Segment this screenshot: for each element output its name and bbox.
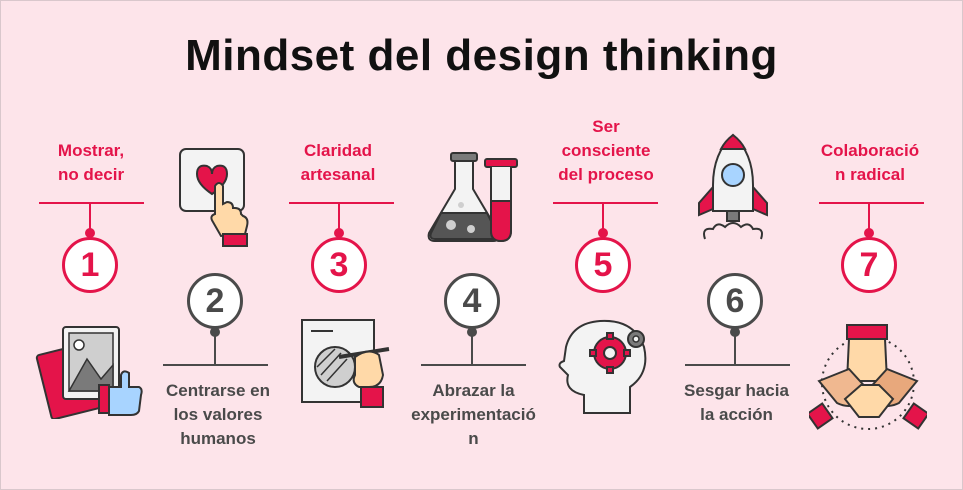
step-7-bracket: [819, 202, 924, 204]
step-2-bracket: [163, 364, 268, 366]
step-1-label: Mostrar, no decir: [57, 141, 125, 184]
page-title: Mindset del design thinking: [185, 31, 778, 80]
step-5-number: 5: [575, 237, 631, 293]
step-4-number: 4: [444, 273, 500, 329]
head-gears-icon: [554, 317, 659, 417]
step-2-number: 2: [187, 273, 243, 329]
step-4-label: Abrazar la experimentació n: [411, 381, 536, 448]
step-5-label: Ser consciente del proceso: [558, 117, 654, 184]
rocket-icon: [691, 131, 776, 251]
step-2-label: Centrarse en los valores humanos: [166, 381, 270, 448]
lab-flasks-icon: [421, 151, 521, 246]
step-4-stem: [471, 331, 473, 365]
step-3-number: 3: [311, 237, 367, 293]
hand-drawing-icon: [299, 317, 394, 412]
step-3-label: Claridad artesanal: [300, 141, 376, 184]
step-2-stem: [214, 331, 216, 365]
step-1-number: 1: [62, 237, 118, 293]
step-7-label: Colaboració n radical: [820, 141, 920, 184]
step-1-bracket: [39, 202, 144, 204]
step-5-bracket: [553, 202, 658, 204]
step-6-stem: [734, 331, 736, 365]
picture-thumbs-up-icon: [35, 319, 145, 419]
step-4-bracket: [421, 364, 526, 366]
step-6-bracket: [685, 364, 790, 366]
heart-touch-icon: [177, 146, 252, 251]
step-6-number: 6: [707, 273, 763, 329]
hands-together-icon: [809, 321, 927, 436]
step-6-label: Sesgar hacia la acción: [684, 381, 789, 424]
step-3-bracket: [289, 202, 394, 204]
step-7-number: 7: [841, 237, 897, 293]
